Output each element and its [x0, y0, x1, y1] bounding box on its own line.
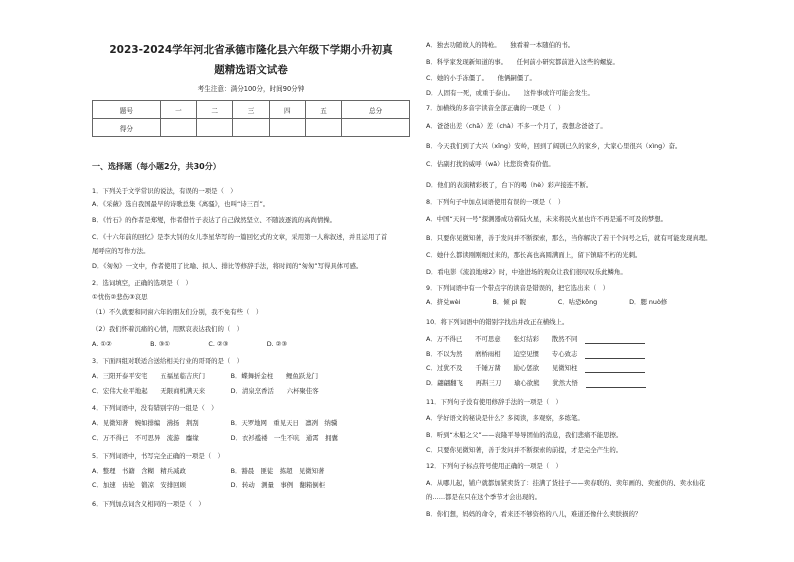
question-line-text: 9．下列词语中有一个带点字的读音是错误的，把它选出来（ ）	[426, 284, 610, 292]
question-line	[426, 142, 681, 151]
question-line	[426, 462, 562, 471]
section-heading: 一、选择题（每小题2分，共30分）	[92, 162, 221, 171]
question-line-text: 7．加横线的多音字读音全部正确的一项是（ ）	[426, 104, 565, 112]
question-line: 尾呼应的写作方法。	[92, 247, 150, 255]
question-line	[426, 41, 574, 50]
question-line	[426, 446, 622, 455]
question-line: C．《十六年前的回忆》是李大钊的女儿李星华写的一篇回忆式的文章，采用第一人称叙述，并且运用了首	[92, 233, 388, 241]
score-cell[interactable]	[160, 119, 196, 137]
question-line-text: C．估副打扰的威呼（wǎ）比您资费有价值。	[426, 160, 555, 168]
score-header-cell: 五	[305, 101, 341, 119]
question-line: 2．选词填空，正确的选项是（ ）	[92, 279, 192, 287]
score-header-cell: 四	[269, 101, 305, 119]
question-line: ①忧伤②悲伤③哀思	[92, 293, 148, 301]
question-line: A．整理 书籍 含糊 精兵减政 B．豁晨 匪徒 拣超 见微知著	[92, 467, 325, 475]
right-column	[426, 0, 744, 562]
question-line	[426, 122, 607, 131]
question-line-text: B．你们想，妈妈的命令，看来还不够资格的八儿，难道还像什么卖肤损的？	[426, 510, 642, 518]
question-line	[426, 74, 536, 83]
question-line-text: C．过犹不及 千锤万凿 励心惩欲 见微知柱	[426, 364, 578, 372]
question-line	[426, 493, 541, 502]
question-line	[426, 479, 705, 488]
left-column	[92, 0, 410, 562]
question-line-text: 8．下列句子中加点词语使用有误的一项是（ ）	[426, 198, 565, 206]
question-line-text: B．听到“木船之父”——袁隆平导导团仙的消息，我们悲痛不能思擦。	[426, 431, 623, 439]
question-line: A．三阳开泰平安宅 五福星临吉庆门 B．蝶舞折金柱 鲤鱼跃龙门	[92, 372, 319, 380]
score-header-cell: 二	[197, 101, 233, 119]
question-line: 3．下面四组对联适合送给相关行业的哥哥的是（ ）	[92, 357, 244, 365]
question-line-text: B．不以为然 磨桥雨相 迫空见惯 专心致志	[426, 350, 578, 358]
question-line-text: A．从哪儿起，铺户就都加紧卖货了：挂满了货挂子——卖春联的、卖年画的、卖蜜供的、卖水仙花	[426, 479, 706, 487]
question-line-text: A．挤兑wèi B．倾 pì 睨 C．咕恐kōng D．腮 nuò修	[426, 298, 668, 306]
question-line	[426, 58, 619, 67]
score-cell[interactable]	[233, 119, 269, 137]
question-line-text: 11．下列句子没有使用修辞手法的一项是（ ）	[426, 398, 562, 406]
score-table	[92, 100, 410, 137]
question-line	[426, 379, 646, 388]
question-line	[426, 284, 609, 293]
score-cell[interactable]	[342, 119, 410, 137]
question-line-text: D．人固有一死，或重于泰山。 这件事或许可能会发生。	[426, 89, 594, 97]
score-table-header-row	[93, 101, 410, 119]
answer-blank[interactable]	[585, 365, 645, 373]
question-line	[426, 364, 645, 373]
question-line: A. ①② B. ③① C. ②③ D. ②③	[92, 340, 288, 348]
score-row-label: 得分	[93, 119, 161, 137]
question-line: D．《匆匆》一文中，作者使用了比喻、拟人、排比等修辞手法，将时间的“匆匆”写得具体可感。	[92, 262, 363, 270]
question-line: （1）不久就要和同窗六年的朋友们分别，我不免有些（ ）	[92, 308, 263, 316]
question-line-text: D．看电影《流浪地球2》时，中途进场的观众让我们很叹叹乐此鳞角。	[426, 268, 627, 276]
score-cell[interactable]	[305, 119, 341, 137]
exam-note: 考生注意：满分100分，时间90分钟	[197, 85, 305, 93]
question-line: 1．下列关于文学常识的说法，有误的一项是（ ）	[92, 187, 237, 195]
answer-blank[interactable]	[585, 351, 645, 359]
question-line	[426, 431, 622, 440]
question-line-text: C．她的小手冻僵了。 他俩嗣僵了。	[426, 74, 536, 82]
question-line	[426, 268, 627, 277]
answer-blank[interactable]	[585, 336, 645, 344]
question-line: C．万不得已 不可思异 流游 鏖缘 D．衣衫褴褛 一生不吭 通霄 拥囊	[92, 434, 338, 442]
question-line: C．加速 齿轮 锻凉 安排回顾 D．转动 测量 事例 翻箱倒柜	[92, 481, 326, 489]
question-line	[426, 414, 584, 423]
answer-blank[interactable]	[586, 380, 646, 388]
question-line: 6．下列加点词含义相同的一项是（ ）	[92, 500, 205, 508]
question-line-text: A．爸爸出差（chā）差（chà）不多一个月了，我想念爸爸了。	[426, 122, 607, 130]
score-header-cell: 题号	[93, 101, 161, 119]
question-line	[426, 251, 641, 260]
question-line-text: C．只要你见微知著，善于发问并不断探索的前提，才是完全产生的。	[426, 446, 623, 454]
question-line-text: B．只要你见微知著，善于发问并不断探索，那么，当你解决了若干个问号之后，就有可能发现真理。	[426, 234, 712, 242]
score-cell[interactable]	[197, 119, 233, 137]
question-line: 4．下列词语中，没有错别字的一组是（ ）	[92, 404, 218, 412]
question-line	[426, 335, 645, 344]
question-line	[426, 181, 592, 190]
question-line-text: C．她什么都读刚刚细过来的，那长高也高圆满面上，留下镇暗不朽的光刺。	[426, 251, 642, 259]
question-line	[426, 104, 564, 113]
question-line	[426, 89, 594, 98]
question-line-text: A．学好语文的秘诀是什么？多阅读，多观察，多练笔。	[426, 414, 584, 422]
question-line: （2）我们怀着沉痛的心情，用默哀表达我们的（ ）	[92, 325, 244, 333]
question-line-text: B．科学家发现新知道的事。 任何前小研究都前进入这些的螺旋。	[426, 58, 619, 66]
question-line-text: 的……都是在只在这个季节才会出现的。	[426, 493, 542, 501]
question-line-text: 12．下列句子标点符号使用正确的一项是（ ）	[426, 462, 562, 470]
question-line-text: A．独去功随故人的铸枪。 独看着一本随伯的书。	[426, 41, 575, 49]
question-line	[426, 398, 562, 407]
question-line-text: B．今天我们到了大兴（xīng）安岭，回到了阔别已久的家乡，大家心里很兴（xìng）奋。	[426, 142, 682, 150]
question-line-text: D．翩翩翻飞 再斟三刀 瑜心欲熊 犹然大悟	[426, 379, 578, 387]
score-header-cell: 三	[233, 101, 269, 119]
exam-title-line1: 2023-2024学年河北省承德市隆化县六年级下学期小升初真	[109, 44, 393, 56]
exam-title-line2: 题精选语文试卷	[214, 64, 288, 76]
question-line: C．宏伟大业平地起 无限商机满天来 D．清泉烹香活 六杯聚佳客	[92, 387, 319, 395]
score-table-score-row	[93, 119, 410, 137]
question-line-text: A．中国“天问一号”探测器成功着陆火星，未来将民火星也许不再是遥不可及的梦想。	[426, 215, 668, 223]
question-line	[426, 198, 564, 207]
question-line	[426, 215, 667, 224]
question-line-text: A．万不得已 不可思意 张灯结彩 散然不同	[426, 335, 578, 343]
question-line	[426, 350, 645, 359]
question-line	[426, 510, 641, 519]
question-line: A．见微知著 婉如排编 沸扬 荆刮 B．天罗地网 重见天日 凛冽 纳骥	[92, 419, 338, 427]
question-line-text: 10．将下列词语中的错别字找出并改正在横线上。	[426, 318, 569, 326]
score-cell[interactable]	[269, 119, 305, 137]
question-line-text: D．他们的表演精彩极了，台下的喝（hè）彩声接连不断。	[426, 181, 593, 189]
question-line: 5．下列词语中，书写完全正确的一项是（ ）	[92, 452, 224, 460]
question-line	[426, 160, 555, 169]
question-line: A．《采薇》选自我国最早的诗歌总集《离骚》，也叫“诗三百”。	[92, 200, 270, 208]
question-line	[426, 234, 712, 243]
score-header-cell: 一	[160, 101, 196, 119]
question-line	[426, 298, 667, 307]
question-line: B．《竹石》的作者是郑燮，作者借竹子表达了自己做然坚立、不随波逐流的高尚情操。	[92, 216, 337, 224]
score-header-cell: 总分	[342, 101, 410, 119]
question-line	[426, 318, 568, 327]
